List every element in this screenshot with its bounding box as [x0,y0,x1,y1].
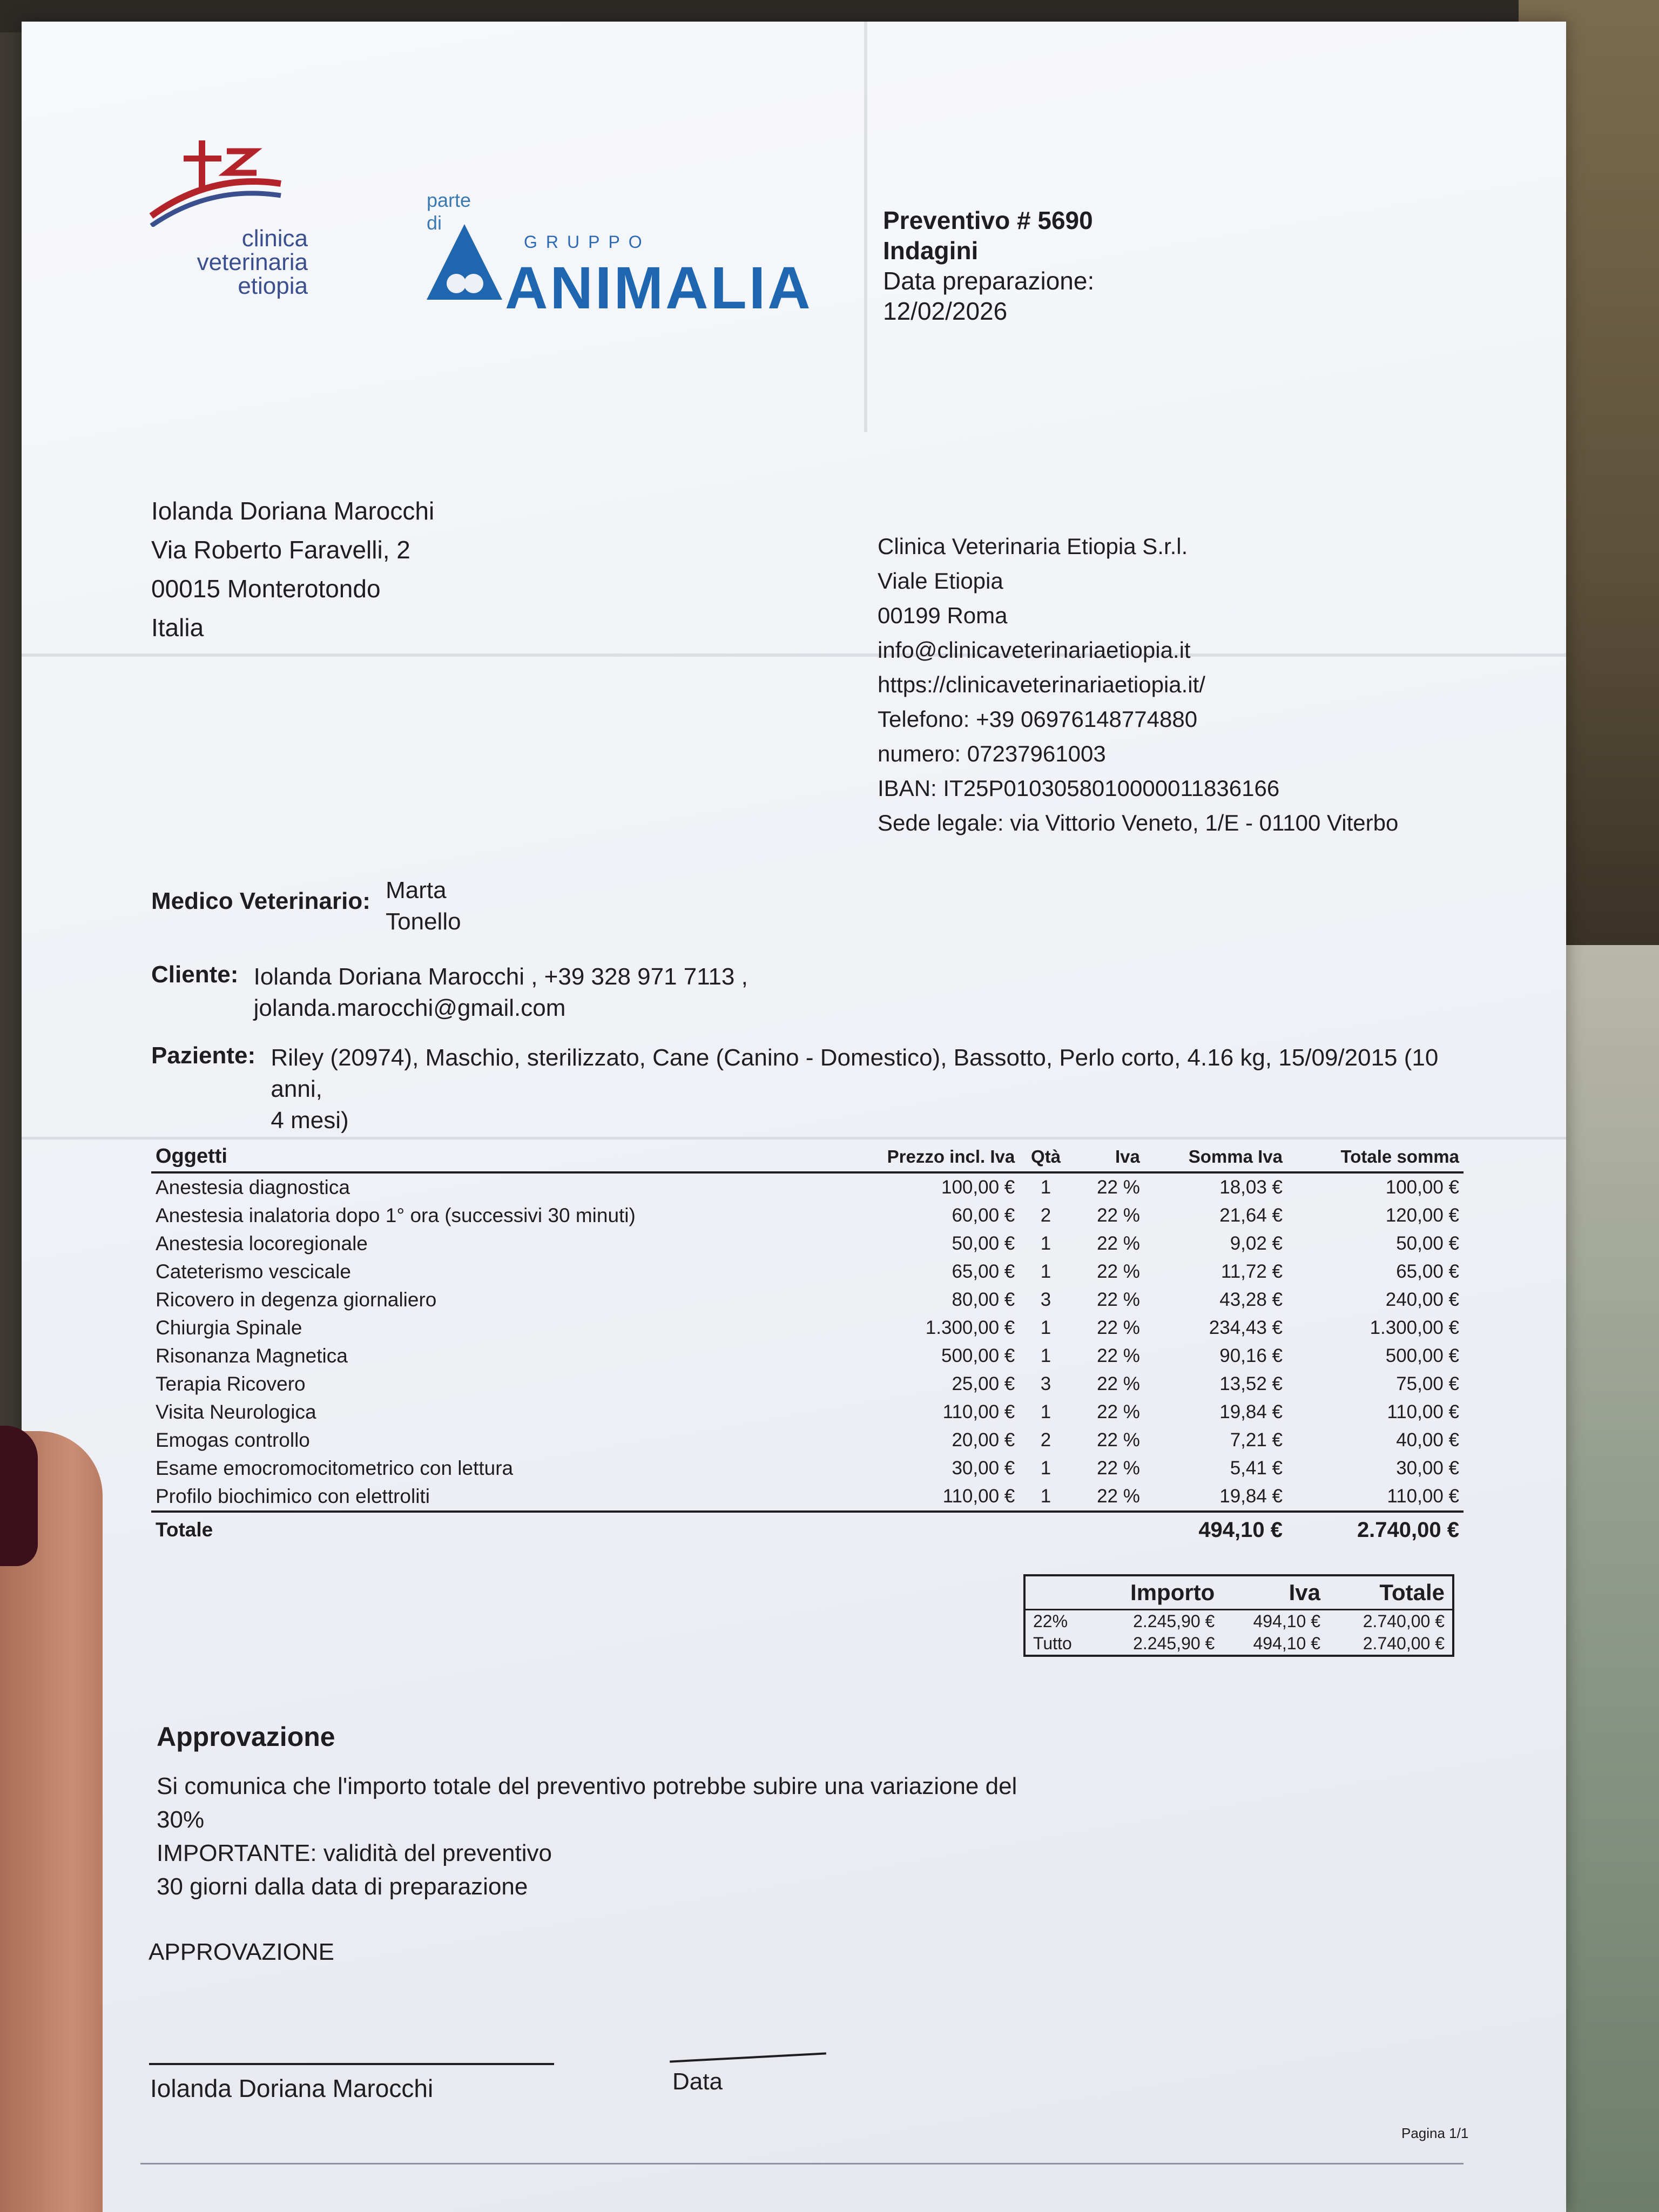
approval-text: 30 giorni dalla data di preparazione [157,1873,528,1900]
summary-total: 2.740,00 € [1363,1611,1445,1631]
paper-fold [864,22,867,432]
summary-rate: 22% [1033,1611,1068,1631]
item-name: Terapia Ricovero [156,1373,306,1395]
animalia-logo-icon [424,221,505,302]
vet-info [151,875,461,938]
item-qty: 3 [1040,1373,1051,1394]
date-line [670,2052,826,2062]
item-total: 75,00 € [1396,1373,1459,1394]
item-iva: 22 % [1097,1401,1140,1422]
summary-total: 2.740,00 € [1363,1634,1445,1653]
client-name: Iolanda Doriana Marocchi [151,497,435,525]
item-iva-sum: 234,43 € [1209,1317,1283,1338]
item-name: Chiurgia Spinale [156,1317,302,1339]
quote-type: Indagini [883,237,979,265]
prep-date: 12/02/2026 [883,297,1008,325]
item-price: 1.300,00 € [925,1317,1015,1338]
item-iva: 22 % [1097,1289,1140,1310]
item-name: Anestesia diagnostica [156,1176,350,1198]
item-total: 110,00 € [1387,1486,1459,1507]
item-iva-sum: 19,84 € [1219,1486,1283,1507]
prep-label: Data preparazione: [883,267,1095,295]
item-total: 65,00 € [1396,1261,1459,1282]
summary-rate: Tutto [1033,1634,1072,1653]
item-price: 80,00 € [952,1289,1015,1310]
client-city: 00015 Monterotondo [151,575,381,603]
item-price: 110,00 € [942,1486,1015,1507]
item-total: 100,00 € [1385,1177,1459,1198]
items-header-row [151,1145,1464,1172]
table-row [1026,1610,1452,1633]
item-price: 65,00 € [952,1261,1015,1282]
summary-col-total: Totale [1328,1576,1452,1610]
item-iva-sum: 11,72 € [1220,1261,1283,1282]
item-iva-sum: 9,02 € [1230,1233,1283,1254]
item-qty: 2 [1040,1205,1051,1226]
item-qty: 1 [1040,1317,1051,1338]
item-name: Emogas controllo [156,1429,310,1451]
item-iva: 22 % [1097,1177,1140,1198]
item-price: 500,00 € [941,1345,1015,1366]
item-total: 40,00 € [1396,1429,1459,1451]
vet-last-name: Tonello [386,908,461,935]
summary-iva: 494,10 € [1253,1634,1321,1653]
item-iva-sum: 5,41 € [1230,1458,1283,1479]
clinic-logo-line: clinica [241,225,308,252]
item-iva-sum: 18,03 € [1219,1177,1283,1198]
clinic-city: 00199 Roma [878,603,1008,628]
quote-title: Preventivo # 5690 [883,206,1093,234]
client-info [151,961,748,1024]
approval-text: 30% [157,1806,205,1833]
item-name: Profilo biochimico con elettroliti [156,1485,430,1507]
item-qty: 1 [1040,1261,1051,1282]
table-row [151,1342,1464,1370]
items-total-row [151,1512,1464,1547]
quote-heading [883,205,1094,326]
approval-caption: APPROVAZIONE [149,1939,334,1965]
approval-section [157,1720,1017,1904]
item-name: Cateterismo vescicale [156,1260,351,1283]
item-iva: 22 % [1097,1373,1140,1394]
date-label: Data [672,2068,723,2095]
item-price: 60,00 € [952,1205,1015,1226]
item-iva: 22 % [1097,1205,1140,1226]
patient-label: Paziente: [151,1042,256,1069]
approval-heading: Approvazione [157,1722,335,1752]
items-table [151,1145,1464,1547]
clinic-cross-icon [146,135,292,227]
approval-text: IMPORTANTE: validità del preventivo [157,1840,552,1866]
patient-info [151,1042,1474,1136]
clinic-phone: Telefono: +39 06976148774880 [878,706,1198,732]
item-name: Visita Neurologica [156,1401,316,1423]
item-iva-sum: 90,16 € [1219,1345,1283,1366]
footer-rule [140,2163,1464,2164]
item-price: 25,00 € [952,1373,1015,1394]
item-iva: 22 % [1097,1261,1140,1282]
client-email: jolanda.marocchi@gmail.com [253,995,566,1021]
summary-col-iva: Iva [1222,1576,1328,1610]
total-iva: 494,10 € [1144,1512,1287,1547]
table-row [151,1370,1464,1398]
group-label: GRUPPO [524,232,651,252]
item-total: 50,00 € [1396,1233,1459,1254]
table-row [151,1230,1464,1258]
client-country: Italia [151,613,204,642]
table-row [151,1202,1464,1230]
item-price: 20,00 € [952,1429,1015,1451]
item-iva: 22 % [1097,1233,1140,1254]
item-iva: 22 % [1097,1317,1140,1338]
table-row [151,1426,1464,1454]
table-row [151,1286,1464,1314]
item-price: 30,00 € [952,1458,1015,1479]
approval-text: Si comunica che l'importo totale del preventivo potrebbe subire una variazione del [157,1773,1017,1799]
patient-details-cont: 4 mesi) [271,1107,349,1134]
item-price: 100,00 € [941,1177,1015,1198]
item-name: Anestesia inalatoria dopo 1° ora (successivi 30 minuti) [156,1204,636,1226]
item-iva-sum: 21,64 € [1219,1205,1283,1226]
table-row [151,1398,1464,1426]
fingernail [0,1426,38,1566]
col-items: Oggetti [151,1145,830,1172]
item-qty: 1 [1040,1458,1051,1479]
col-qty: Qtà [1019,1145,1073,1172]
item-iva: 22 % [1097,1458,1140,1479]
summary-col-amount: Importo [1095,1576,1222,1610]
clinic-address [878,529,1398,840]
signature-line [149,2063,554,2065]
table-row [151,1482,1464,1512]
clinic-street: Viale Etiopia [878,568,1003,594]
total-sum: 2.740,00 € [1287,1512,1464,1547]
summary-iva: 494,10 € [1253,1611,1321,1631]
client-street: Via Roberto Faravelli, 2 [151,536,410,564]
clinic-legal-seat: Sede legale: via Vittorio Veneto, 1/E - 01100 Viterbo [878,810,1399,835]
patient-details: Riley (20974), Maschio, sterilizzato, Cane (Canino - Domestico), Bassotto, Perlo corto, 4.16 kg, 15/09/2015 (10 anni, [271,1044,1439,1102]
item-iva-sum: 43,28 € [1219,1289,1283,1310]
item-total: 30,00 € [1396,1458,1459,1479]
partner-prefix: parte di [427,189,471,234]
item-iva: 22 % [1097,1486,1140,1507]
item-iva: 22 % [1097,1345,1140,1366]
clinic-logo-line: veterinaria [197,249,308,275]
total-label: Totale [151,1512,830,1547]
item-name: Risonanza Magnetica [156,1345,348,1367]
summary-col-rate [1026,1576,1095,1610]
page-number: Pagina 1/1 [1401,2125,1469,2141]
summary-amount: 2.245,90 € [1133,1611,1215,1631]
item-total: 500,00 € [1385,1345,1459,1366]
item-qty: 1 [1040,1177,1051,1198]
group-name: ANIMALIA [505,255,813,321]
item-qty: 1 [1040,1345,1051,1366]
item-iva-sum: 13,52 € [1219,1373,1283,1394]
document-sheet [22,22,1566,2212]
item-name: Esame emocromocitometrico con lettura [156,1457,514,1479]
table-row [151,1172,1464,1202]
item-name: Anestesia locoregionale [156,1232,368,1255]
table-row [151,1314,1464,1342]
clinic-website: https://clinicaveterinariaetiopia.it/ [878,672,1205,697]
col-price: Prezzo incl. Iva [830,1145,1019,1172]
item-qty: 3 [1040,1289,1051,1310]
paper-fold [22,1137,1566,1139]
clinic-logo-line: etiopia [238,273,308,299]
vet-first-name: Marta [386,877,447,903]
item-iva: 22 % [1097,1429,1140,1451]
client-label: Cliente: [151,961,239,988]
client-contact: Iolanda Doriana Marocchi , +39 328 971 7113 , [253,963,748,990]
item-qty: 1 [1040,1401,1051,1422]
table-row [151,1258,1464,1286]
item-qty: 2 [1040,1429,1051,1451]
summary-amount: 2.245,90 € [1133,1634,1215,1653]
item-qty: 1 [1040,1486,1051,1507]
item-total: 110,00 € [1387,1401,1459,1422]
col-iva: Iva [1073,1145,1144,1172]
item-qty: 1 [1040,1233,1051,1254]
clinic-iban: IBAN: IT25P0103058010000011836166 [878,775,1280,801]
client-address [151,491,434,647]
item-iva-sum: 19,84 € [1219,1401,1283,1422]
clinic-email: info@clinicaveterinariaetiopia.it [878,637,1191,663]
item-total: 1.300,00 € [1370,1317,1459,1338]
table-row [1026,1633,1452,1655]
item-total: 120,00 € [1385,1205,1459,1226]
summary-header-row [1026,1576,1452,1610]
item-price: 50,00 € [952,1233,1015,1254]
table-row [151,1454,1464,1482]
item-total: 240,00 € [1385,1289,1459,1310]
vat-summary-table [1023,1574,1454,1657]
vet-label: Medico Veterinario: [151,888,370,914]
item-price: 110,00 € [942,1401,1015,1422]
clinic-number: numero: 07237961003 [878,741,1106,766]
col-iva-sum: Somma Iva [1144,1145,1287,1172]
col-total: Totale somma [1287,1145,1464,1172]
item-name: Ricovero in degenza giornaliero [156,1289,437,1311]
signer-name: Iolanda Doriana Marocchi [150,2074,434,2102]
item-iva-sum: 7,21 € [1230,1429,1283,1451]
clinic-name: Clinica Veterinaria Etiopia S.r.l. [878,534,1188,559]
